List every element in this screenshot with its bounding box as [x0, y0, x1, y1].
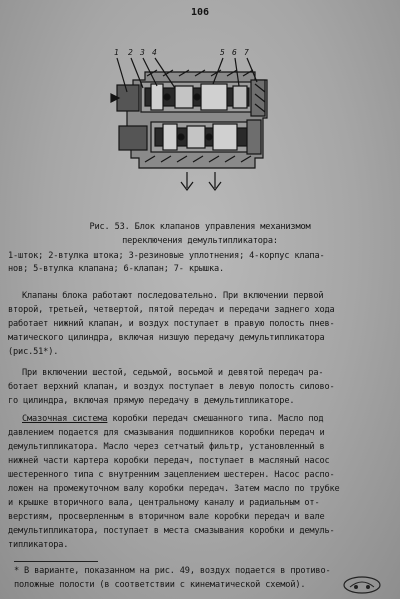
figure-label-5: 5 [220, 48, 225, 57]
paragraph3-line-2: давлением подается для смазывания подшипников коробки передач и [8, 428, 325, 438]
paragraph2-line-3: го цилиндра, включая прямую передачу в демультипликаторе. [8, 396, 295, 406]
paragraph3-line-7: и крышке вторичного вала, центральному каналу и радиальным от- [8, 498, 320, 508]
paragraph3-line-5: шестеренного типа с внутренним зацеплением шестерен. Насос распо- [8, 470, 335, 480]
lubrication-system-term: Смазочная система [22, 414, 108, 424]
paragraph3-line-4: нижней части картера коробки передач, поступает в масляный насос [8, 456, 330, 466]
figure-legend-line-1: 1-шток; 2-втулка штока; 3-резиновые уплотнения; 4-корпус клапа- [8, 251, 325, 261]
paragraph1-line-5: (рис.51*). [8, 347, 59, 357]
paragraph3-line-10: типликатора. [8, 540, 69, 550]
paragraph3-line-1 [22, 414, 400, 424]
paragraph3-line-8: верстиям, просверленным в вторичном вале коробки передач и вале [8, 512, 325, 522]
figure-caption-line-1: Рис. 53. Блок клапанов управления механизмом [89, 222, 311, 232]
library-stamp-icon [342, 575, 382, 595]
paragraph3-line-1-rest: коробки передач смешанного типа. Масло под [107, 414, 324, 424]
paragraph2-line-2: ботает верхний клапан, и воздух поступает в левую полость силово- [8, 382, 335, 392]
figure-label-1: 1 [114, 48, 119, 57]
page-number: 106 [190, 7, 210, 18]
figure-label-2: 2 [128, 48, 133, 57]
paragraph1-line-1: Клапаны блока работают последовательно. При включении первой [22, 291, 324, 301]
figure-label-4: 4 [152, 48, 157, 57]
paragraph1-line-3: работает нижний клапан, и воздух поступает в правую полость пнев- [8, 319, 335, 329]
figure-legend-line-2: нов; 5-втулка клапана; 6-клапан; 7- крышка. [8, 264, 225, 274]
figure-caption-line-2: переключения демультипликатора: [122, 236, 278, 246]
paragraph3-line-9: демультипликатора, поступает в места смазывания коробки и демуль- [8, 526, 335, 536]
figure-label-6: 6 [232, 48, 237, 57]
paragraph3-line-6: ложен на промежуточном валу коробки передач. Затем масло по трубке [8, 484, 340, 494]
paragraph3-line-3: демультипликатора. Масло через сетчатый фильтр, установленный в [8, 442, 325, 452]
paragraph2-line-1: При включении шестой, седьмой, восьмой и девятой передач ра- [22, 368, 324, 378]
footnote-line-2: положные полости (в соответствии с кинематической схемой). [14, 580, 306, 590]
paragraph1-line-2: второй, третьей, четвертой, пятой передач и передачи заднего хода [8, 305, 335, 315]
paragraph1-line-4: матического цилиндра, включая низшую передачу демультипликатора [8, 333, 325, 343]
valve-block-diagram [105, 40, 280, 200]
footnote-separator [14, 561, 98, 562]
figure-label-7: 7 [244, 48, 249, 57]
figure-label-3: 3 [140, 48, 145, 57]
footnote-line-1: * В варианте, показанном на рис. 49, воздух подается в противо- [14, 566, 331, 576]
